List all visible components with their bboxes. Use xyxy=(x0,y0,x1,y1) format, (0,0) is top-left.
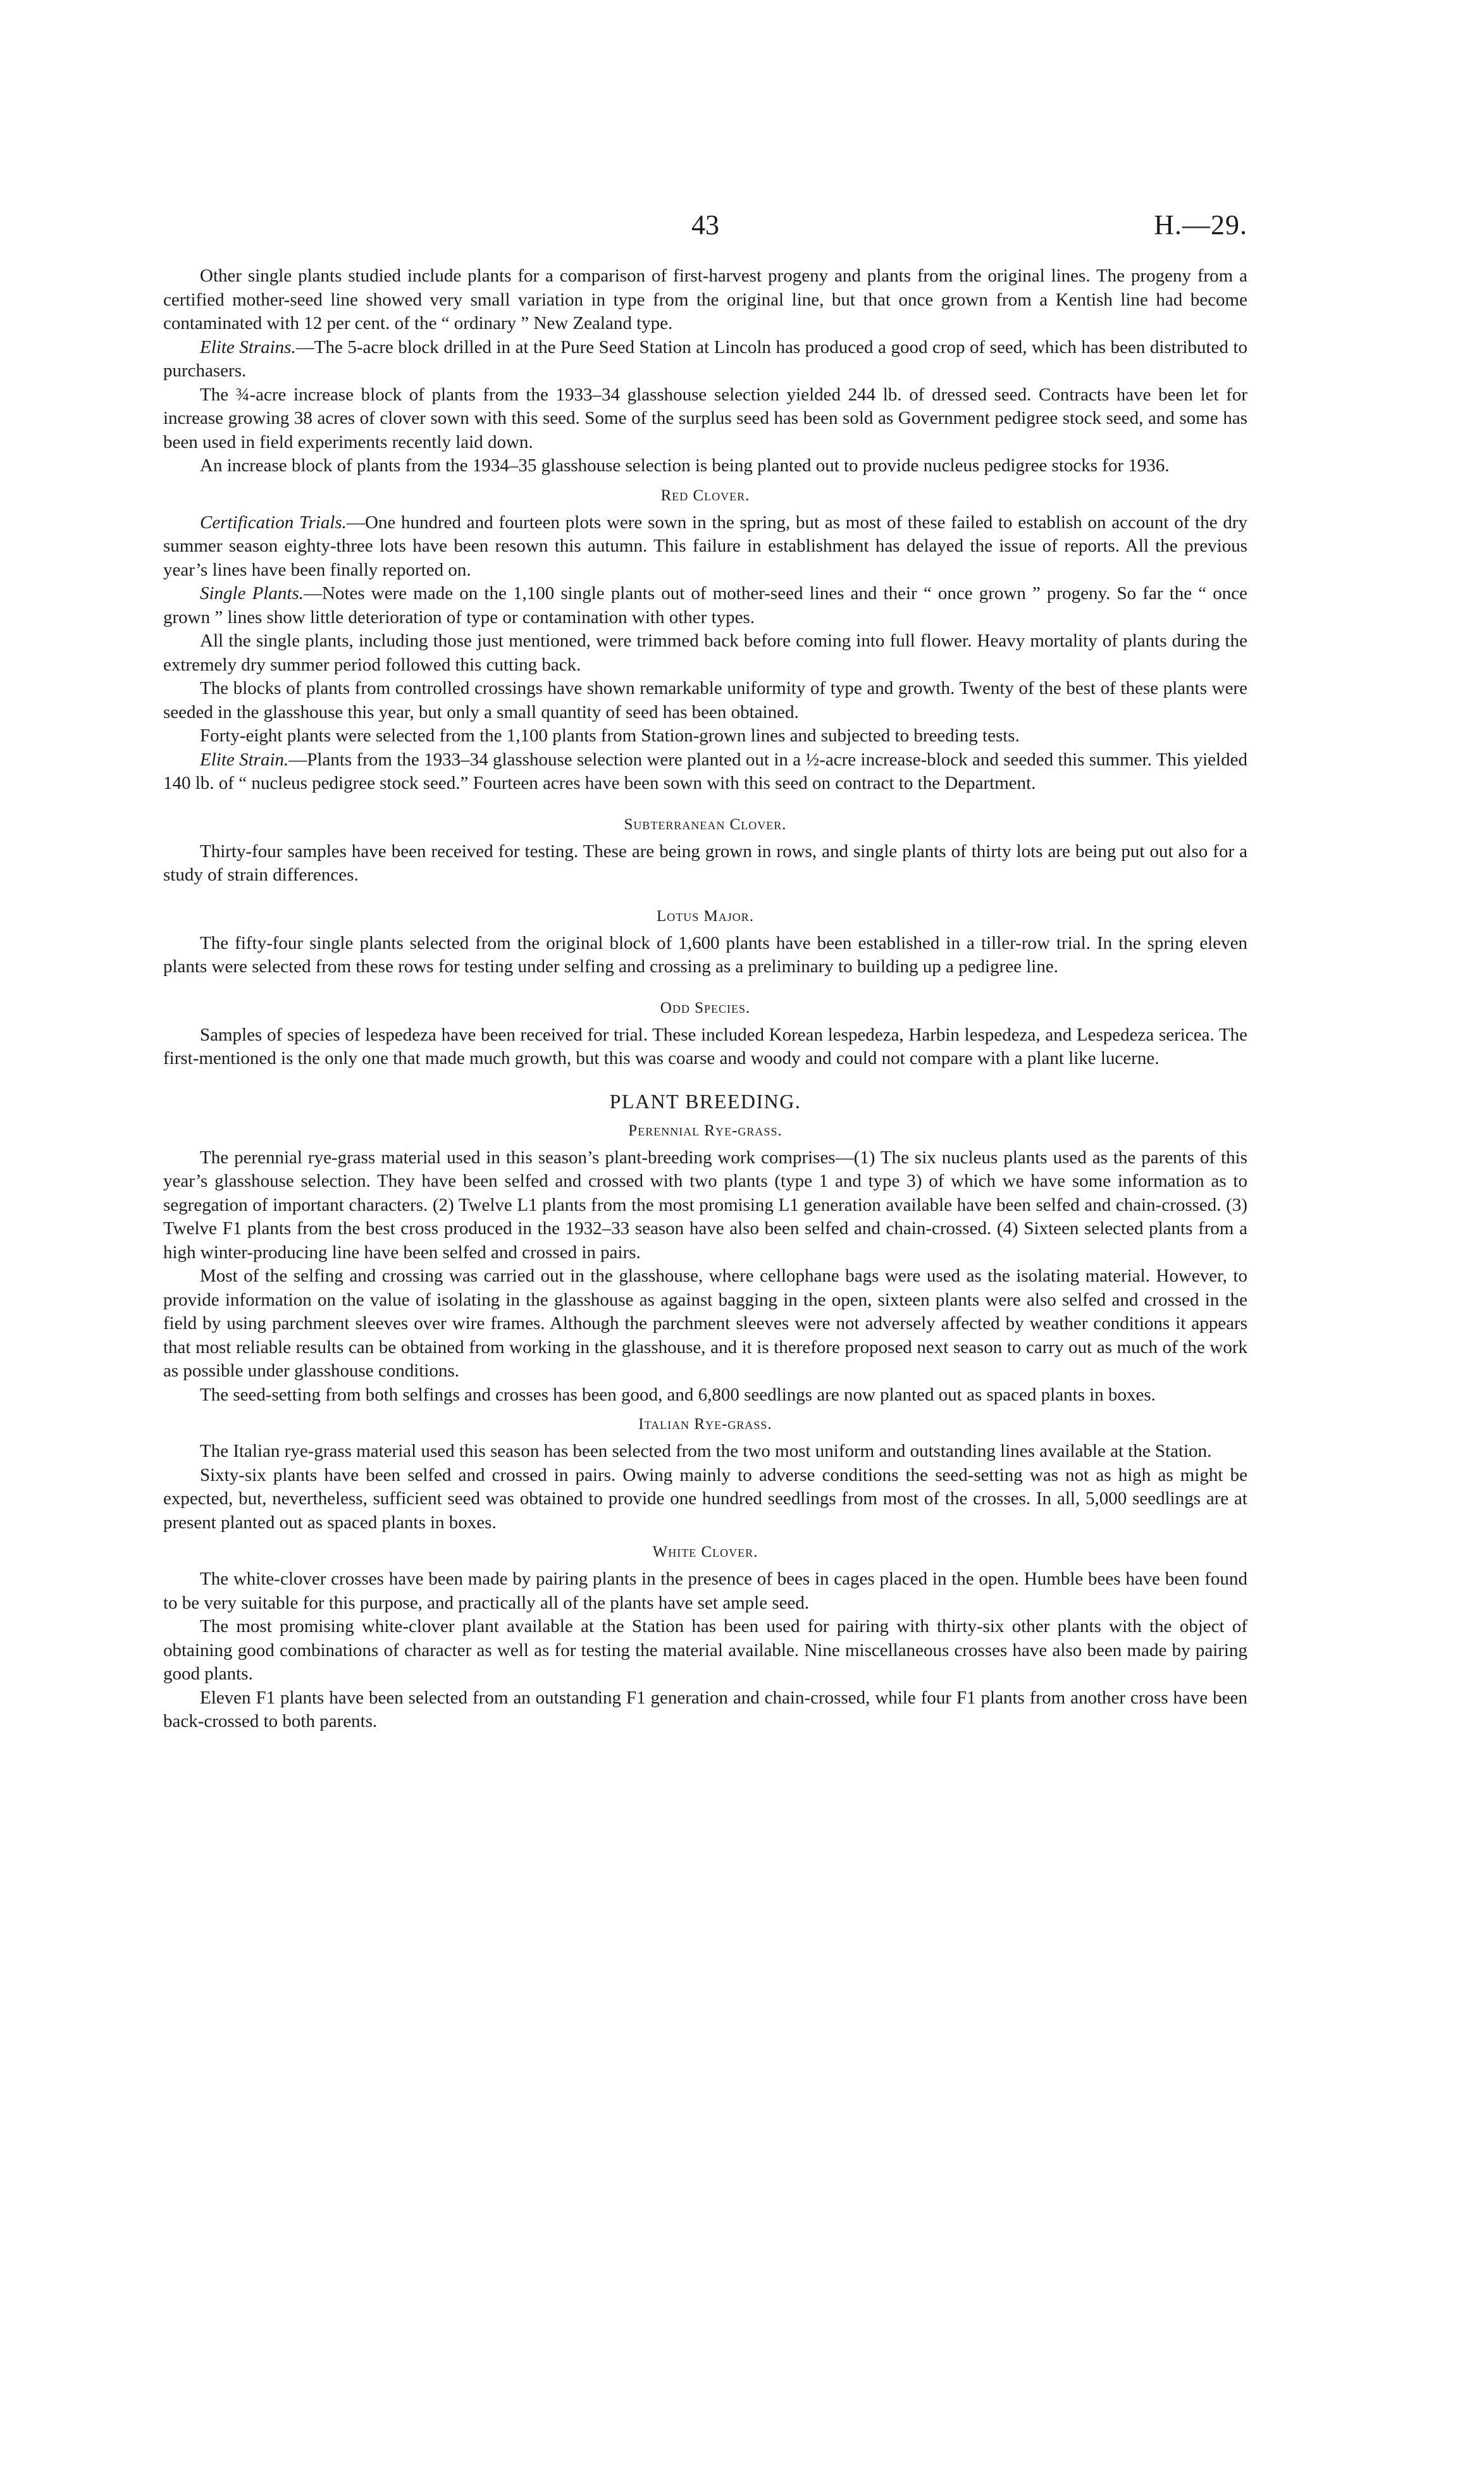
subsection-heading: Italian Rye-grass. xyxy=(638,1416,772,1433)
intro-paragraph-2 xyxy=(163,336,1247,383)
perennial-paragraph-3: The seed-setting from both selfings and crosses has been good, and 6,800 seedlings are now planted out as spaced plants in boxes. xyxy=(200,1384,1156,1405)
perennial-paragraph-2: Most of the selfing and crossing was carried out in the glasshouse, where cellophane bags were used as the isolating material. However, to provide information on the value of isolating in the glasshouse as against bagging in the open, sixteen plants were also selfed and crossed in the field by using parchment sleeves over wire frames. Although the parchment sleeves were not adversely affected by weather conditions it appears that most reliable results can be obtained from working in the glasshouse, and it is therefore proposed next season to carry out as much of the work as possible under glasshouse conditions. xyxy=(163,1266,1247,1381)
red-clover-paragraph-1 xyxy=(163,511,1247,583)
lotus-major-section xyxy=(163,908,1247,979)
white-clover-paragraph-3: Eleven F1 plants have been selected from an outstanding F1 generation and chain-crossed, while four F1 plants from another cross have been back-crossed to both parents. xyxy=(163,1687,1247,1731)
subterranean-clover-paragraph-1: Thirty-four samples have been received for testing. These are being grown in rows, and single plants of thirty lots are being put out also for a study of strain differences. xyxy=(163,841,1247,885)
paragraph-text: —Notes were made on the 1,100 single plants out of mother-seed lines and their “ once grown ” progeny. So far the “ once grown ” lines show little deterioration of type or contamination with other types. xyxy=(163,583,1247,627)
main-heading: PLANT BREEDING. xyxy=(609,1089,801,1113)
section-heading: Red Clover. xyxy=(660,486,750,504)
italian-paragraph-1: The Italian rye-grass material used this season has been selected from the two most uniform and outstanding lines available at the Station. xyxy=(200,1441,1212,1461)
intro-paragraph-3: The ¾-acre increase block of plants from the 1933–34 glasshouse selection yielded 244 lb. of dressed seed. Contracts have been let for increase growing 38 acres of clover sown with this seed. Some of the surplus seed has been sold as Government pedigree stock seed, and some has been used in field experiments recently laid down. xyxy=(163,384,1247,452)
document-page xyxy=(163,209,1247,1734)
paragraph-text: —The 5-acre block drilled in at the Pure Seed Station at Lincoln has produced a good crop of seed, which has been distributed to purchasers. xyxy=(163,337,1248,381)
intro-section xyxy=(163,264,1247,478)
lotus-major-paragraph-1: The fifty-four single plants selected from the original block of 1,600 plants have been established in a tiller-row trial. In the spring eleven plants were selected from these rows for testing under selfing and crossing as a preliminary to building up a pedigree line. xyxy=(163,932,1247,977)
intro-paragraph-1: Other single plants studied include plants for a comparison of first-harvest progeny and plants from the original lines. The progeny from a certified mother-seed line showed very small variation in type from the original line, but that once grown from a Kentish line had become contaminated with 12 per cent. of the “ ordinary ” New Zealand type. xyxy=(163,266,1247,333)
section-heading: Lotus Major. xyxy=(656,907,754,925)
red-clover-paragraph-2 xyxy=(163,582,1247,629)
paragraph-lead: Certification Trials. xyxy=(200,512,347,533)
italian-paragraph-2: Sixty-six plants have been selfed and crossed in pairs. Owing mainly to adverse conditions the seed-setting was not as high as might be expected, but, nevertheless, sufficient seed was obtained to provide one hundred seedlings from most of the crosses. In all, 5,000 seedlings are at present planted out as spaced plants in boxes. xyxy=(163,1464,1247,1533)
section-heading: Subterranean Clover. xyxy=(624,815,787,833)
subterranean-clover-section xyxy=(163,816,1247,887)
plant-breeding-section xyxy=(163,1090,1247,1734)
red-clover-paragraph-4: The blocks of plants from controlled crossings have shown remarkable uniformity of type and growth. Twenty of the best of these plants were seeded in the glasshouse this year, but only a small quantity of seed has been obtained. xyxy=(163,678,1247,722)
document-reference: H.—29. xyxy=(1154,209,1247,240)
white-clover-paragraph-1: The white-clover crosses have been made by pairing plants in the presence of bees in cages placed in the open. Humble bees have been found to be very suitable for this purpose, and practically all of the plants have set ample seed. xyxy=(163,1569,1247,1613)
paragraph-lead: Elite Strain. xyxy=(200,749,289,770)
odd-species-section xyxy=(163,999,1247,1071)
odd-species-paragraph-1: Samples of species of lespedeza have been received for trial. These included Korean lespedeza, Harbin lespedeza, and Lespedeza sericea. The first-mentioned is the only one that made much growth, but this was coarse and woody and could not compare with a plant like lucerne. xyxy=(163,1024,1247,1068)
red-clover-section xyxy=(163,487,1247,796)
paragraph-text: —Plants from the 1933–34 glasshouse selection were planted out in a ½-acre increase-block and seeded this summer. This yielded 140 lb. of “ nucleus pedigree stock seed.” Fourteen acres have been sown with this seed on contract to the Department. xyxy=(163,749,1247,793)
paragraph-lead: Single Plants. xyxy=(200,583,304,603)
page-number: 43 xyxy=(691,209,719,240)
subsection-heading: Perennial Rye-grass. xyxy=(628,1122,782,1139)
red-clover-paragraph-3: All the single plants, including those just mentioned, were trimmed back before coming into full flower. Heavy mortality of plants during the extremely dry summer period followed this cutting back. xyxy=(163,631,1247,675)
white-clover-paragraph-2: The most promising white-clover plant available at the Station has been used for pairing with thirty-six other plants with the object of obtaining good combinations of character as well as for testing the material available. Nine miscellaneous crosses have also been made by pairing good plants. xyxy=(163,1616,1247,1684)
paragraph-text: —One hundred and fourteen plots were sown in the spring, but as most of these failed to establish on account of the dry summer season eighty-three lots have been resown this autumn. This failure in establishment has delayed the issue of reports. All the previous year’s lines have been finally reported on. xyxy=(163,512,1247,580)
section-heading: Odd Species. xyxy=(660,999,751,1017)
red-clover-paragraph-5: Forty-eight plants were selected from the 1,100 plants from Station-grown lines and subjected to breeding tests. xyxy=(200,726,1020,746)
page-header xyxy=(163,209,1247,247)
red-clover-paragraph-6 xyxy=(163,748,1247,796)
paragraph-lead: Elite Strains. xyxy=(200,337,296,357)
subsection-heading: White Clover. xyxy=(652,1543,758,1561)
perennial-paragraph-1: The perennial rye-grass material used in this season’s plant-breeding work comprises—(1) The six nucleus plants used as the parents of this year’s glasshouse selection. They have been selfed and crossed with two plants (type 1 and type 3) of which we have some information as to segregation of important characters. (2) Twelve L1 plants from the most promising L1 generation available have been selfed and chain-crossed. (3) Twelve F1 plants from the best cross produced in the 1932–33 season have also been selfed and chain-crossed. (4) Sixteen selected plants from a high winter-producing line have been selfed and crossed in pairs. xyxy=(163,1147,1247,1263)
intro-paragraph-4: An increase block of plants from the 1934–35 glasshouse selection is being planted out to provide nucleus pedigree stocks for 1936. xyxy=(200,455,1170,476)
